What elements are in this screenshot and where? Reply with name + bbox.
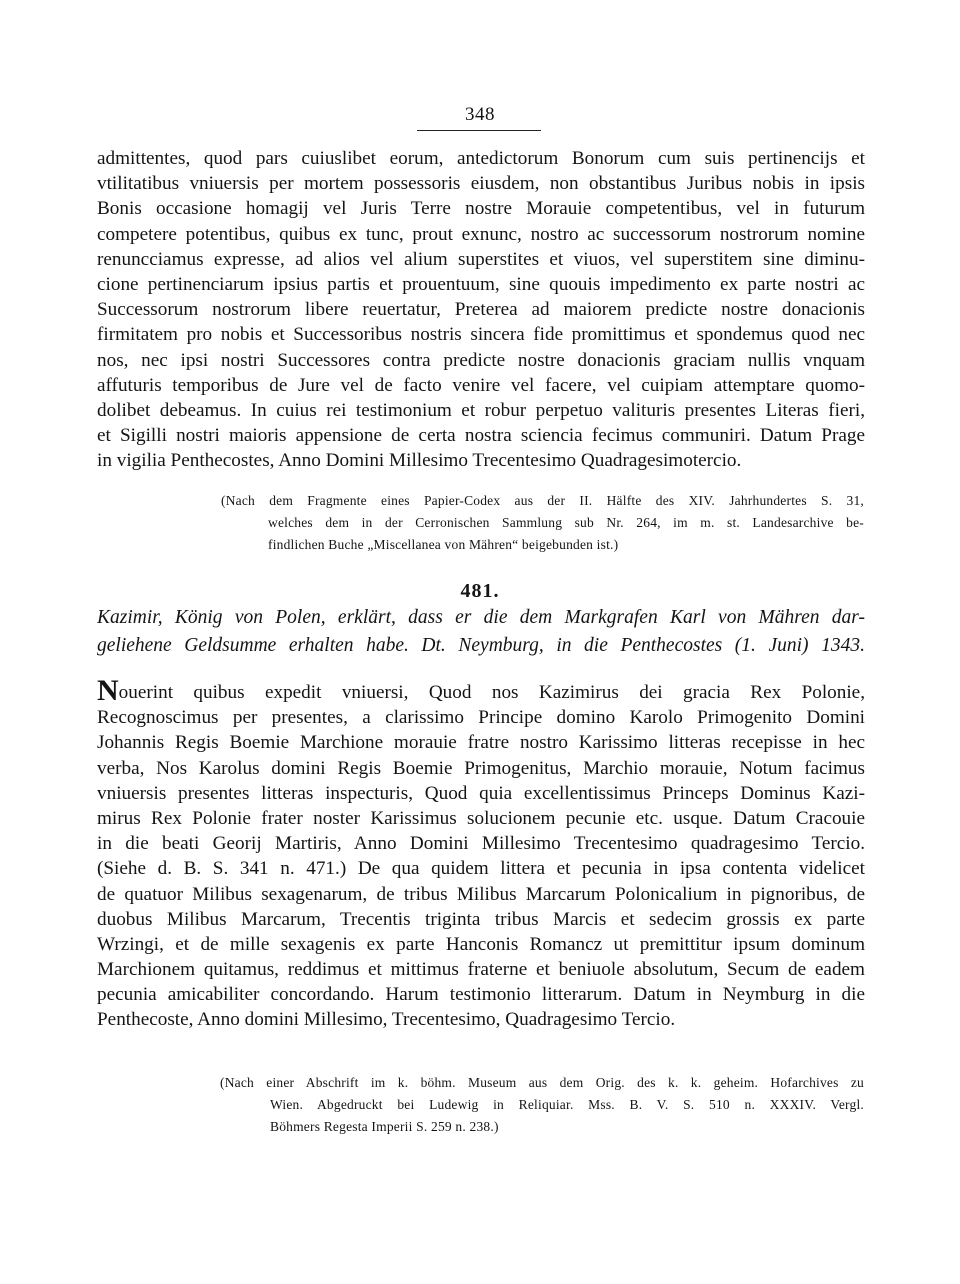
text-line: Successorum nostrorum libere reuertatur, Preterea ad maiorem predicte nostre donacionis	[97, 299, 865, 321]
document-regest	[97, 604, 865, 660]
note-line: Böhmers Regesta Imperii S. 259 n. 238.)	[270, 1119, 499, 1134]
header-rule	[417, 130, 541, 131]
text-line: Marchionem quitamus, reddimus et mittimus fraterne et beniuole absolutum, Secum de eadem	[97, 959, 865, 981]
text-line: affuturis temporibus de Jure vel de facto venire vel facere, vel cuipiam attemptare quomo-	[97, 374, 865, 396]
text-line: in die beati Georij Martiris, Anno Domini Millesimo Trecentesimo quadragesimo Tercio.	[97, 833, 865, 855]
text-line: de quatuor Milibus sexagenarum, de tribus Milibus Marcarum Polonicalium in pignoribus, de	[97, 883, 865, 905]
initial-letter: N	[97, 680, 119, 706]
text-line: renuncciamus expresse, ad alios vel alium superstites et viuos, vel superstitem sine diminu-	[97, 248, 865, 270]
regest-line: Kazimir, König von Polen, erklärt, dass er die dem Markgrafen Karl von Mähren dar-	[97, 607, 865, 628]
text-line	[97, 680, 865, 705]
note-line: findlichen Buche „Miscellanea von Mähren“ beigebunden ist.)	[268, 537, 619, 552]
text-line: dolibet debeamus. In cuius rei testimonium et robur perpetuo valituris presentes Literas fieri,	[97, 399, 865, 421]
text-line: Johannis Regis Boemie Marchione morauie fratre nostro Karissimo litteras recepisse in hec	[97, 732, 865, 754]
text-line: Wrzingi, et de mille sexagenis ex parte Hanconis Romancz ut premittitur ipsum dominum	[97, 933, 865, 955]
text-line: pecunia amicabiliter concordando. Harum testimonio litterarum. Datum in Neymburg in die	[97, 984, 865, 1006]
document-text	[97, 680, 865, 1033]
text-line: firmitatem pro nobis et Successoribus nostris sincera fide promittimus et spondemus quod nec	[97, 324, 865, 346]
page-number: 348	[465, 104, 495, 125]
source-note	[220, 1072, 864, 1138]
text-line: mirus Rex Polonie frater noster Karissimus solucionem pecunie etc. usque. Datum Cracouie	[97, 807, 865, 829]
note-line: (Nach einer Abschrift im k. böhm. Museum aus dem Orig. des k. k. geheim. Hofarchives zu	[220, 1075, 864, 1090]
text-line: Penthecoste, Anno domini Millesimo, Trecentesimo, Quadragesimo Tercio.	[97, 1009, 676, 1031]
text-line: et Sigilli nostri maioris appensione de certa nostra sciencia fecimus communiri. Datum Prage	[97, 425, 865, 447]
note-line: Wien. Abgedruckt bei Ludewig in Reliquiar. Mss. B. V. S. 510 n. XXXIV. Vergl.	[270, 1097, 864, 1112]
document-number: 481.	[460, 580, 500, 602]
text-line: admittentes, quod pars cuiuslibet eorum, antedictorum Bonorum cum suis pertinencijs et	[97, 148, 865, 169]
text-line: duobus Milibus Marcarum, Trecentis triginta tribus Marcis et sedecim grossis ex parte	[97, 908, 865, 930]
paragraph-continued	[97, 146, 865, 473]
note-line: welches dem in der Cerronischen Sammlung sub Nr. 264, im m. st. Landesarchive be-	[268, 515, 864, 530]
text-line: Bonis occasione homagij vel Juris Terre nostre Morauie competentibus, vel in futurum	[97, 198, 865, 220]
text-line: (Siehe d. B. S. 341 n. 471.) De qua quidem littera et pecunia in ipsa contenta videlicet	[97, 858, 865, 880]
text-line: vtilitatibus vniuersis per mortem possessoris eiusdem, non obstantibus Juribus nobis in ipsis	[97, 173, 865, 195]
text-line: cione pertinenciarum ipsius partis et prouentuum, sine quouis impedimento ex parte nostri ac	[97, 273, 865, 295]
text-line: in vigilia Penthecostes, Anno Domini Millesimo Trecentesimo Quadragesimotercio.	[97, 450, 742, 472]
note-line: (Nach dem Fragmente eines Papier-Codex aus der II. Hälfte des XIV. Jahrhundertes S. 31,	[221, 493, 864, 508]
first-line-text: ouerint quibus expedit vniuersi, Quod nos Kazimirus dei gracia Rex Polonie,	[118, 682, 865, 703]
source-note	[221, 490, 864, 556]
text-line: vniuersis presentes litteras inspecturis, Quod quia excellentissimus Princeps Dominus Kazi-	[97, 782, 865, 804]
text-line: verba, Nos Karolus domini Regis Boemie Primogenitus, Marchio morauie, Notum facimus	[97, 757, 865, 779]
text-line: nos, nec ipsi nostri Successores contra predicte nostre donacionis graciam nullis vnquam	[97, 349, 865, 371]
regest-line: geliehene Geldsumme erhalten habe. Dt. Neymburg, in die Penthecostes (1. Juni) 1343.	[97, 635, 865, 656]
text-line: competere potentibus, quibus ex tunc, prout exnunc, nostro ac successorum nostrorum nomine	[97, 223, 865, 245]
text-line: Recognoscimus per presentes, a clarissimo Principe domino Karolo Primogenito Domini	[97, 707, 865, 729]
